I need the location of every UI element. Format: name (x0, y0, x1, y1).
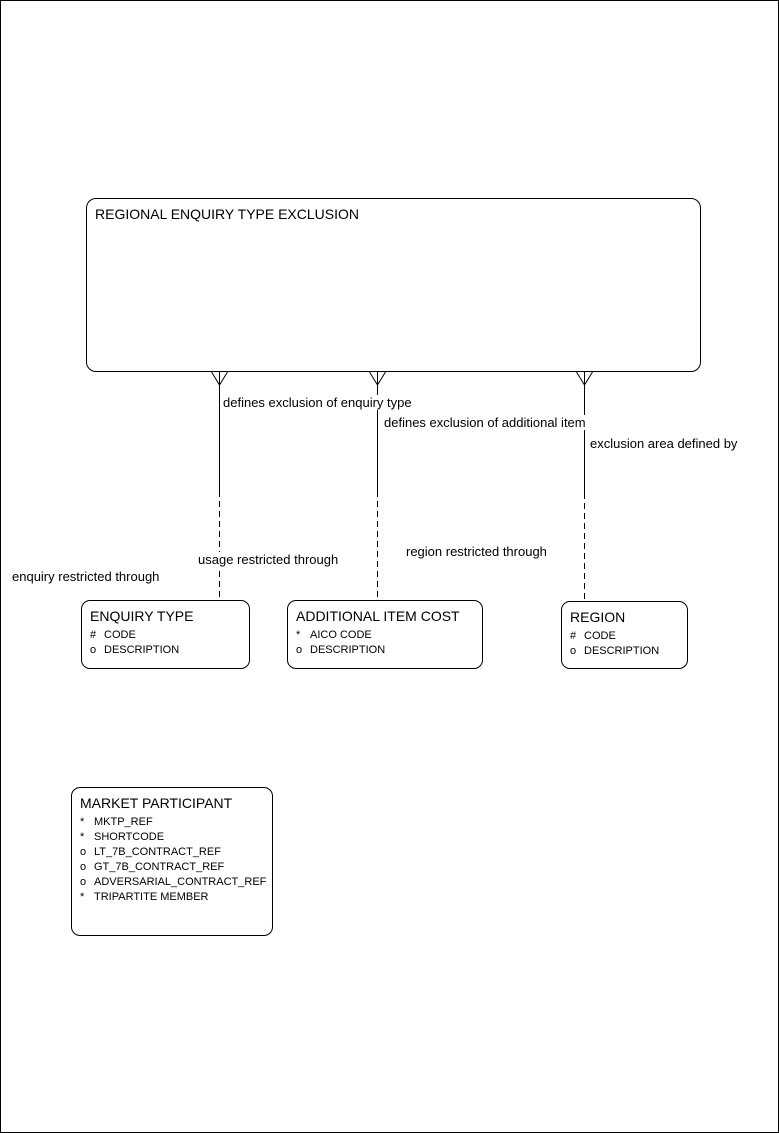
attribute-row (80, 830, 264, 845)
crow-foot-many-icon (577, 372, 593, 385)
attribute-row (80, 875, 267, 890)
attribute-row (296, 643, 474, 658)
relationship-label-exclusion-area-defined-by: exclusion area defined by (590, 436, 738, 451)
attribute-prefix: o (80, 876, 87, 888)
relationship-label-region-restricted-through: region restricted through (406, 544, 547, 559)
attribute-prefix: * (80, 891, 85, 903)
attribute-prefix: o (296, 644, 303, 656)
relationship-label-enquiry-restricted-through: enquiry restricted through (12, 569, 160, 584)
attribute-name: CODE (584, 630, 616, 642)
entity-market-participant[interactable] (71, 787, 273, 936)
attribute-prefix: # (90, 629, 97, 641)
entity-title: ENQUIRY TYPE (90, 608, 194, 624)
attribute-name: TRIPARTITE MEMBER (94, 891, 209, 903)
attribute-row (570, 644, 679, 659)
attribute-prefix: * (296, 629, 301, 641)
crow-foot-many-icon (212, 372, 228, 385)
attribute-prefix: * (80, 816, 85, 828)
crow-foot-many-icon (370, 372, 386, 385)
relationship-connectors (1, 1, 779, 1133)
attribute-name: ADVERSARIAL_CONTRACT_REF (94, 876, 267, 888)
entity-title: REGIONAL ENQUIRY TYPE EXCLUSION (95, 206, 360, 222)
attribute-name: DESCRIPTION (584, 645, 660, 657)
attribute-name: GT_7B_CONTRACT_REF (94, 861, 225, 873)
entity-additional-item-cost[interactable] (287, 600, 483, 669)
attribute-name: DESCRIPTION (104, 644, 180, 656)
attribute-row (80, 890, 264, 905)
relationship-label-defines-exclusion-of-additional-item: defines exclusion of additional item (384, 415, 586, 430)
attribute-row (90, 643, 241, 658)
attribute-row (570, 629, 679, 644)
attribute-name: CODE (104, 629, 136, 641)
attribute-row (80, 845, 264, 860)
attribute-prefix: # (570, 630, 577, 642)
attribute-name: AICO CODE (310, 629, 372, 641)
entity-title: ADDITIONAL ITEM COST (296, 608, 460, 624)
entity-regional-enquiry-type-exclusion[interactable] (86, 198, 701, 372)
attribute-row (296, 628, 474, 643)
entity-enquiry-type[interactable] (81, 600, 250, 669)
relationship-label-usage-restricted-through: usage restricted through (198, 552, 339, 567)
attribute-name: MKTP_REF (94, 816, 153, 828)
relationship-label-defines-exclusion-of-enquiry-type: defines exclusion of enquiry type (223, 395, 412, 410)
attribute-name: DESCRIPTION (310, 644, 386, 656)
attribute-name: LT_7B_CONTRACT_REF (94, 846, 221, 858)
attribute-row (80, 815, 264, 830)
relationship-line-region[interactable] (577, 372, 593, 601)
entity-title: REGION (570, 609, 626, 625)
attribute-prefix: o (80, 846, 87, 858)
attribute-name: SHORTCODE (94, 831, 165, 843)
attribute-prefix: o (90, 644, 97, 656)
attribute-row (90, 628, 241, 643)
attribute-row (80, 860, 264, 875)
attribute-prefix: o (80, 861, 87, 873)
attribute-prefix: o (570, 645, 577, 657)
attribute-prefix: * (80, 831, 85, 843)
entity-title: MARKET PARTICIPANT (80, 795, 233, 811)
entity-region[interactable] (561, 601, 688, 669)
